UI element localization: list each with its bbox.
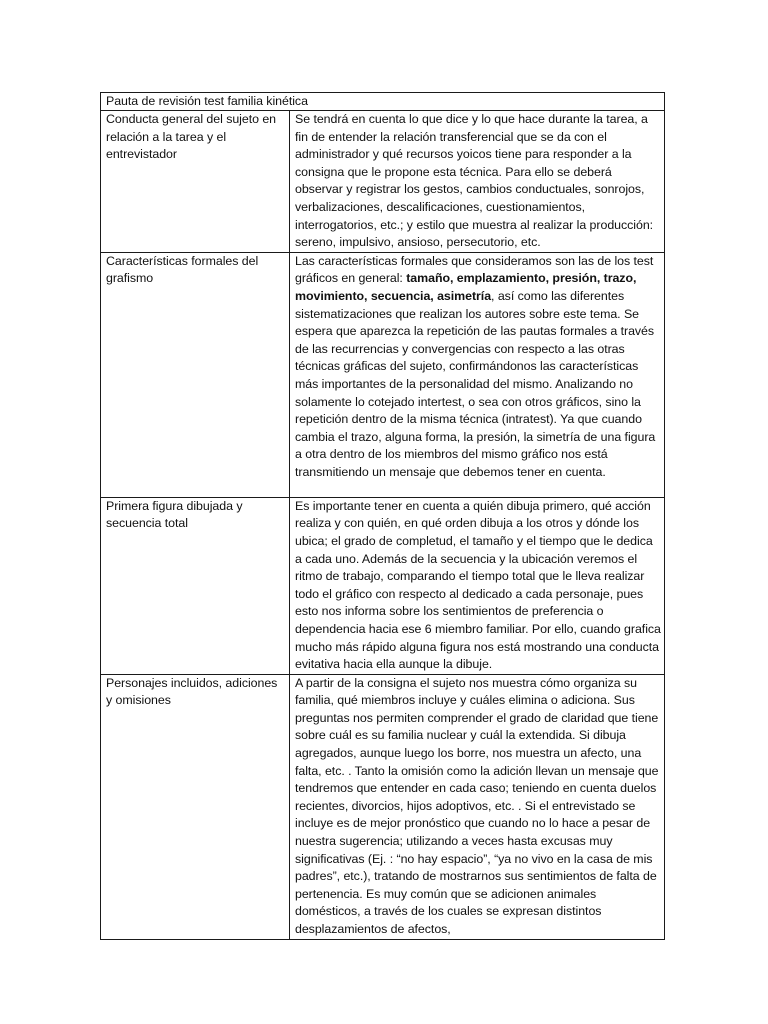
row-description-text: Se tendrá en cuenta lo que dice y lo que hace durante la tarea, a fin de entender la relación transferencial que se da con el administrador y qué recursos yoicos tiene para responder a la consigna que le propone esta técnica. Para ello se deberá observar y registrar los gestos, cambios conductuales, sonrojos, verbalizaciones, descalificaciones, cuestionamientos, interrogatorios, etc.; y estilo que muestra al realizar la producción: sereno, impulsivo, ansioso, persecutorio, etc. — [295, 112, 654, 250]
row-description — [290, 674, 665, 939]
row-label: Características formales del grafismo — [101, 252, 290, 497]
review-table — [100, 92, 665, 940]
row-description-text — [295, 253, 661, 482]
row-label: Primera figura dibujada y secuencia total — [101, 497, 290, 674]
table-title: Pauta de revisión test familia kinética — [101, 93, 665, 111]
description-bold-terms: tamaño, emplazamiento, presión, trazo, movimiento, secuencia, asimetría — [295, 271, 637, 303]
row-label: Conducta general del sujeto en relación a la tarea y el entrevistador — [101, 111, 290, 253]
row-description-text: Es importante tener en cuenta a quién dibuja primero, qué acción realiza y con quién, en qué orden dibuja a los otros y dónde los ubica; el grado de completud, el tamaño y el tiempo que le dedica a cada uno. Además de la secuencia y la ubicación veremos el ritmo de trabajo, comparando el tiempo total que le lleva realizar todo el gráfico con respecto al dedicado a cada personaje, pues esto nos informa sobre los sentimientos de preferencia o dependencia hacia ese 6 miembro familiar. Por ello, cuando grafica mucho más rápido alguna figura nos está mostrando una conducta evitativa hacia ella aunque la dibuje. — [295, 498, 661, 672]
table-row — [101, 497, 665, 674]
row-description-text: A partir de la consigna el sujeto nos muestra cómo organiza su familia, qué miembros incluye y cuáles elimina o adiciona. Sus preguntas nos permiten comprender el grado de claridad que tiene sobre cuál es su familia nuclear y cuál la extendida. Si dibuja agregados, aunque luego los borre, nos muestra un afecto, una falta, etc. . Tanto la omisión como la adición llevan un mensaje que tendremos que entender en cada caso; teniendo en cuenta duelos recientes, divorcios, hijos adoptivos, etc. . Si el entrevistado se incluye es de mejor pronóstico que cuando no lo hace a pesar de nuestra sugerencia; utilizando a veces hasta excusas muy significativas (Ej. : “no hay espacio”, “ya no vivo en la casa de mis padres”, etc.), tratando de mostrarnos sus sentimientos de falta de pertenencia. Es muy común que se adicionen animales domésticos, a través de los cuales se expresan distintos desplazamientos de afectos, — [295, 675, 659, 936]
row-description — [290, 252, 665, 497]
description-text-part: , así como las diferentes sistematizaciones que realizan los autores sobre este tema. Se espera que aparezca la repetición de las pautas formales a través de las recurrencias y convergencias con respecto a las otras técnicas gráficas del sujeto, confirmándonos las características más importantes de la personalidad del mismo. Analizando no solamente lo cotejado intertest, o sea con otros gráficos, sino la repetición dentro de la misma técnica (intratest). Ya que cuando cambia el trazo, alguna forma, la presión, la simetría de una figura a otra dentro de los miembros del mismo gráfico nos está transmitiendo un mensaje que debemos tener en cuenta. — [295, 288, 656, 479]
description-text-part: Las características formales que consideramos son las de los test gráficos en general: — [295, 253, 654, 286]
row-description — [290, 111, 665, 253]
table-title-row — [101, 93, 665, 111]
table-row — [101, 674, 665, 939]
table-row — [101, 252, 665, 497]
table-row — [101, 111, 665, 253]
row-label: Personajes incluidos, adiciones y omisiones — [101, 674, 290, 939]
row-description — [290, 497, 665, 674]
